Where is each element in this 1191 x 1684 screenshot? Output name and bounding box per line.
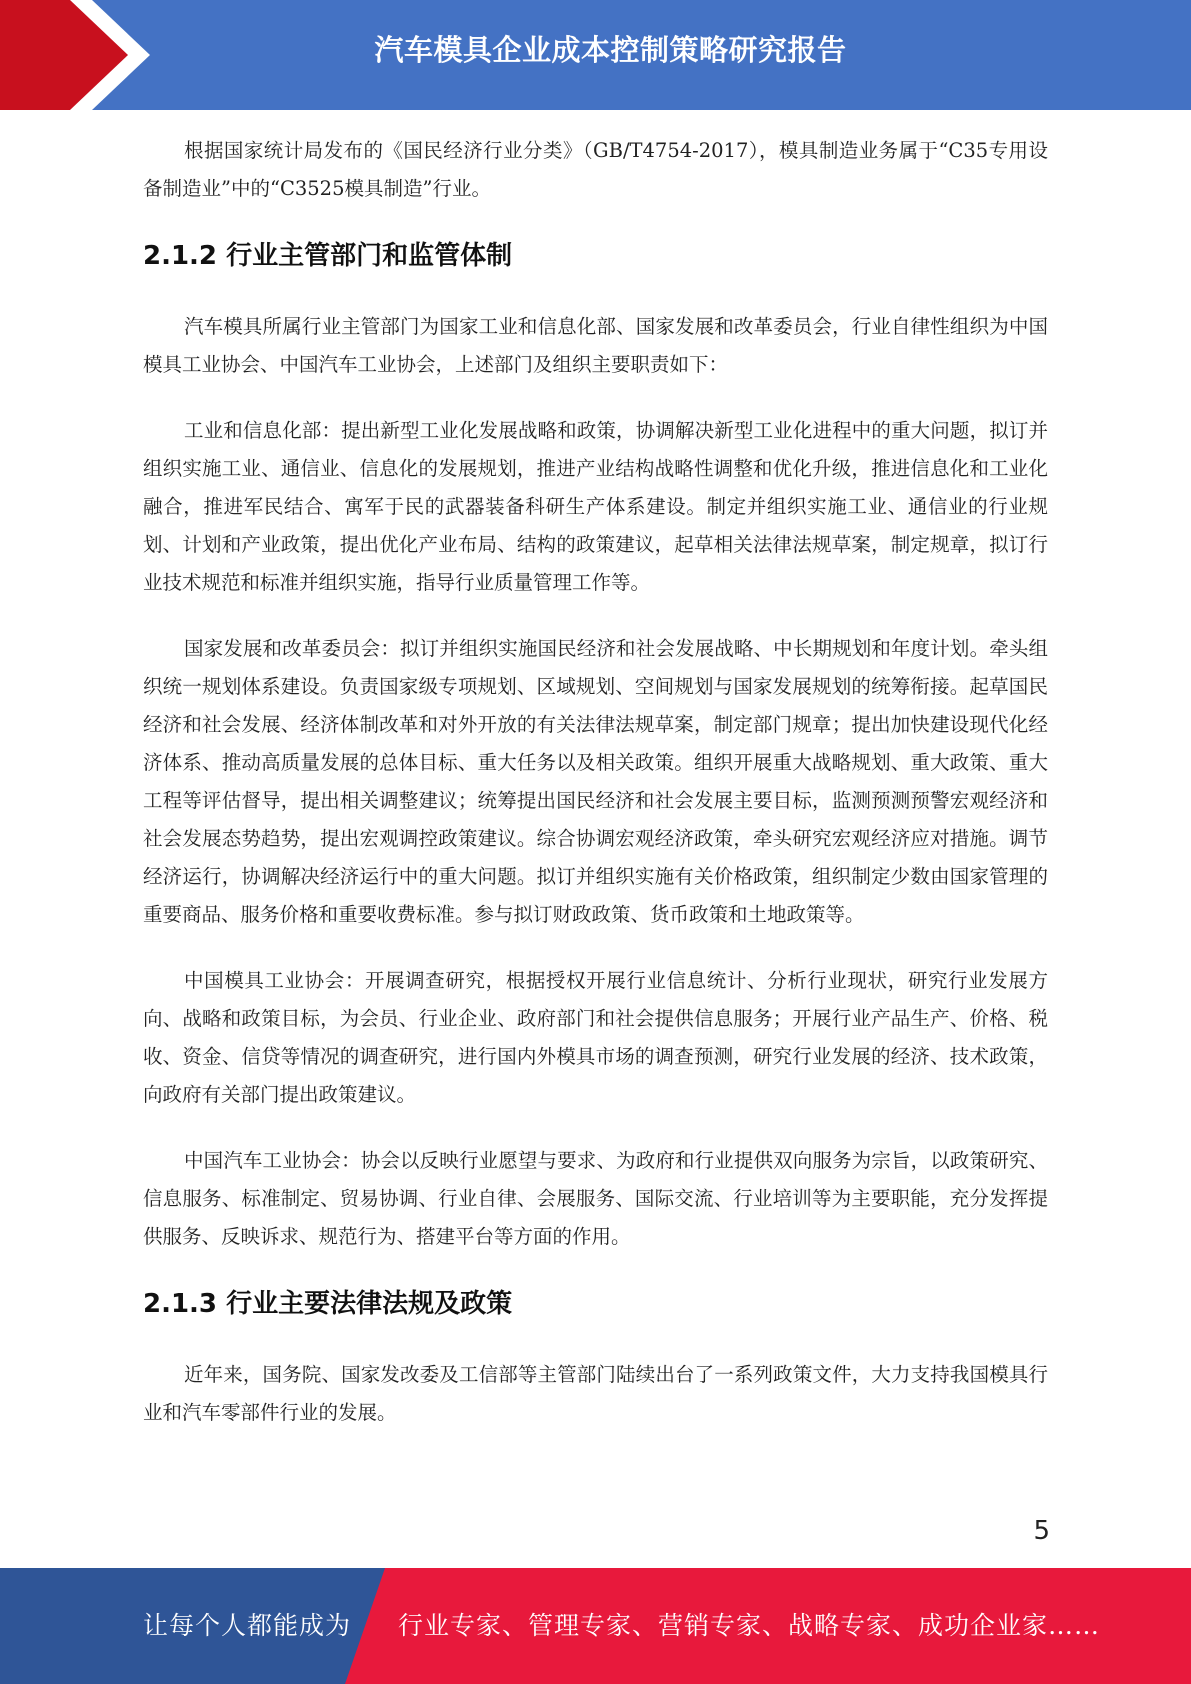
paragraph-miit: 工业和信息化部：提出新型工业化发展战略和政策，协调解决新型工业化进程中的重大问题，拟订并组织实施工业、通信业、信息化的发展规划，推进产业结构战略性调整和优化升级，推进信息化和工业化融合，推进军民结合、寓军于民的武器装备科研生产体系建设。制定并组织实施工业、通信业的行业规划、计划和产业政策，提出优化产业布局、结构的政策建议，起草相关法律法规草案，制定规章，拟订行业技术规范和标准并组织实施，指导行业质量管理工作等。 <box>143 419 1048 594</box>
footer-slogan-left: 让每个人都能成为 <box>143 1611 352 1640</box>
page-header <box>0 0 1191 110</box>
section-heading-2-1-2: 2.1.2 行业主管部门和监管体制 <box>143 241 513 271</box>
intro-paragraph: 根据国家统计局发布的《国民经济行业分类》（GB/T4754-2017），模具制造业务属于“C35专用设备制造业”中的“C3525模具制造”行业。 <box>143 139 1048 200</box>
paragraph-regulators-overview: 汽车模具所属行业主管部门为国家工业和信息化部、国家发展和改革委员会，行业自律性组织为中国模具工业协会、中国汽车工业协会，上述部门及组织主要职责如下： <box>143 315 1048 376</box>
paragraph-policy-intro: 近年来，国务院、国家发改委及工信部等主管部门陆续出台了一系列政策文件，大力支持我国模具行业和汽车零部件行业的发展。 <box>143 1363 1048 1424</box>
footer-slogan-right: 行业专家、管理专家、营销专家、战略专家、成功企业家…… <box>398 1611 1101 1640</box>
report-title: 汽车模具企业成本控制策略研究报告 <box>374 33 847 67</box>
page-number: 5 <box>1033 1516 1050 1546</box>
header-chevron-decoration <box>0 0 150 110</box>
page-footer <box>0 1568 1191 1684</box>
section-heading-2-1-3: 2.1.3 行业主要法律法规及政策 <box>143 1289 513 1319</box>
paragraph-die-mould-association: 中国模具工业协会：开展调查研究，根据授权开展行业信息统计、分析行业现状，研究行业发展方向、战略和政策目标，为会员、行业企业、政府部门和社会提供信息服务；开展行业产品生产、价格、税收、资金、信贷等情况的调查研究，进行国内外模具市场的调查预测，研究行业发展的经济、技术政策，向政府有关部门提出政策建议。 <box>143 969 1048 1106</box>
document-body <box>143 132 1048 1460</box>
paragraph-ndrc: 国家发展和改革委员会：拟订并组织实施国民经济和社会发展战略、中长期规划和年度计划。牵头组织统一规划体系建设。负责国家级专项规划、区域规划、空间规划与国家发展规划的统筹衔接。起草国民经济和社会发展、经济体制改革和对外开放的有关法律法规草案，制定部门规章；提出加快建设现代化经济体系、推动高质量发展的总体目标、重大任务以及相关政策。组织开展重大战略规划、重大政策、重大工程等评估督导，提出相关调整建议；统筹提出国民经济和社会发展主要目标，监测预测预警宏观经济和社会发展态势趋势，提出宏观调控政策建议。综合协调宏观经济政策，牵头研究宏观经济应对措施。调节经济运行，协调解决经济运行中的重大问题。拟订并组织实施有关价格政策，组织制定少数由国家管理的重要商品、服务价格和重要收费标准。参与拟订财政政策、货币政策和土地政策等。 <box>143 637 1048 926</box>
paragraph-caam: 中国汽车工业协会：协会以反映行业愿望与要求、为政府和行业提供双向服务为宗旨，以政策研究、信息服务、标准制定、贸易协调、行业自律、会展服务、国际交流、行业培训等为主要职能，充分发挥提供服务、反映诉求、规范行为、搭建平台等方面的作用。 <box>143 1149 1048 1248</box>
